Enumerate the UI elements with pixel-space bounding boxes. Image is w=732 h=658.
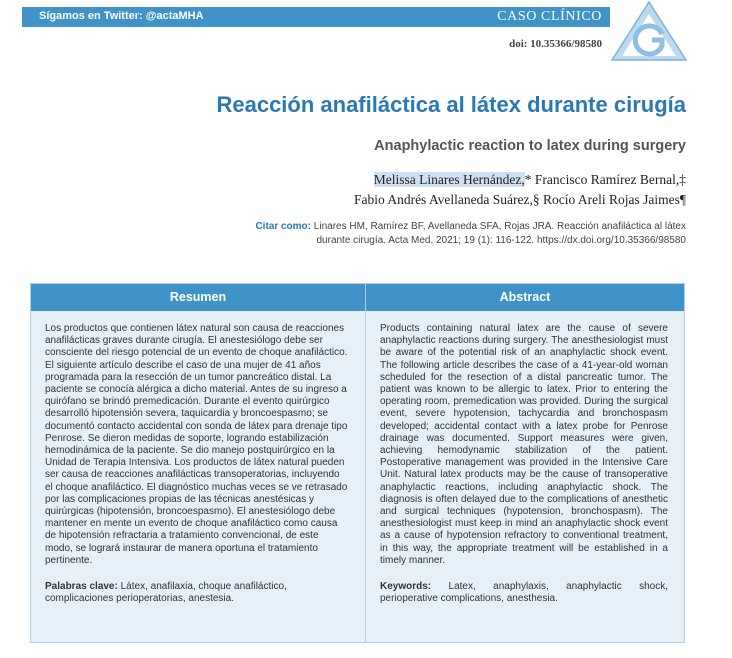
- citation-text[interactable]: Linares HM, Ramírez BF, Avellaneda SFA, Rojas JRA. Reacción anafiláctica al látex durante cirugía. Acta Med. 2021; 19 (1): 116-122. https://dx.doi.org/10.35366/98580: [313, 221, 686, 246]
- abstract-keywords-text: Latex, anaphylaxis, anaphylactic shock, perioperative complications, anesthesia.: [380, 581, 668, 605]
- article-subtitle: Anaphylactic reaction to latex during surgery: [374, 138, 686, 154]
- abstract-body: Products containing natural latex are the cause of severe anaphylactic reactions during surgery. The anesthesiologist must be aware of the potential risk of an anaphylactic shock event. The following article describes the case of a 41-year-old woman scheduled for the resection of a distal pancreatic tumor. The patient was known to be allergic to latex. Prior to entering the operating room, premedication was provided. During the surgical event, severe hypotension, tachycardia and bronchospasm developed; accidental contact with a latex probe for Penrose drainage was documented. Support measures were given, achieving hemodynamic stabilization of the patient. Postoperative management was provided in the Intensive Care Unit. Natural latex products may be the cause of transoperative anaphylactic reactions, including anaphylactic shock. The diagnosis is often delayed due to the complications of anesthetic and surgical techniques (hypotension, bronchospasm). The anesthesiologist must keep in mind an anaphylactic shock event as a cause of hypotension refractory to conventional treatment, in this way, the appropriate treatment will be established in a timely manner.: [380, 323, 668, 566]
- section-label: CASO CLÍNICO: [497, 9, 602, 24]
- resumen-keywords: [45, 581, 349, 605]
- resumen-body: Los productos que contienen látex natural son causa de reacciones anafilácticas graves durante cirugía. El anestesiólogo debe ser consciente del riesgo potencial de un evento de choque anafiláctico. El siguiente artículo describe el caso de una mujer de 41 años programada para la resección de un tumor pancreático distal. La paciente se conocía alérgica a dicho material. Antes de su ingreso a quirófano se brindó premedicación. Durante el evento quirúrgico desarrolló hipotensión severa, taquicardia y broncoespasmo; se documentó contacto accidental con sonda de látex para drenaje tipo Penrose. Se dieron medidas de soporte, logrando estabilización hemodinámica de la paciente. Se dio manejo postquirúrgico en la Unidad de Terapia Intensiva. Los productos de látex natural pueden ser causa de reacciones anafilácticas transoperatorias, incluyendo el choque anafiláctico. El diagnóstico muchas veces se ve retrasado por las complicaciones propias de las técnicas anestésicas y quirúrgicas (hipotensión, broncoespasmo). El anestesiólogo debe mantener en mente un evento de choque anafiláctico como causa de hipotensión refractaria a tratamiento convencional, de este modo, se logrará instaurar de manera oportuna el tratamiento pertinente.: [45, 323, 348, 566]
- abstract-keywords: [380, 581, 668, 605]
- author-list: [0, 170, 686, 210]
- resumen-panel: [30, 283, 366, 643]
- abstract-panel: [365, 283, 685, 643]
- resumen-heading: Resumen: [31, 284, 365, 311]
- resumen-keywords-label: Palabras clave:: [45, 581, 118, 593]
- authors-line-1-rest: * Francisco Ramírez Bernal,‡: [524, 172, 686, 187]
- authors-line-1: [0, 170, 686, 190]
- resumen-keywords-text: Látex, anafilaxia, choque anafiláctico, complicaciones perioperatorias, anestesia.: [45, 581, 287, 605]
- article-title: Reacción anafiláctica al látex durante cirugía: [216, 92, 686, 117]
- author-highlighted[interactable]: Melissa Linares Hernández,: [373, 172, 525, 187]
- authors-line-2: Fabio Andrés Avellaneda Suárez,§ Rocío Areli Rojas Jaimes¶: [353, 192, 686, 207]
- abstract-keywords-label: Keywords:: [380, 581, 432, 593]
- twitter-handle[interactable]: Sígamos en Twitter: @actaMHA: [39, 10, 204, 22]
- abstract-heading: Abstract: [366, 284, 684, 311]
- citation-label: Citar como:: [255, 221, 311, 232]
- journal-logo-icon: [610, 0, 688, 62]
- doi[interactable]: doi: 10.35366/98580: [509, 38, 602, 50]
- citation: [230, 220, 686, 248]
